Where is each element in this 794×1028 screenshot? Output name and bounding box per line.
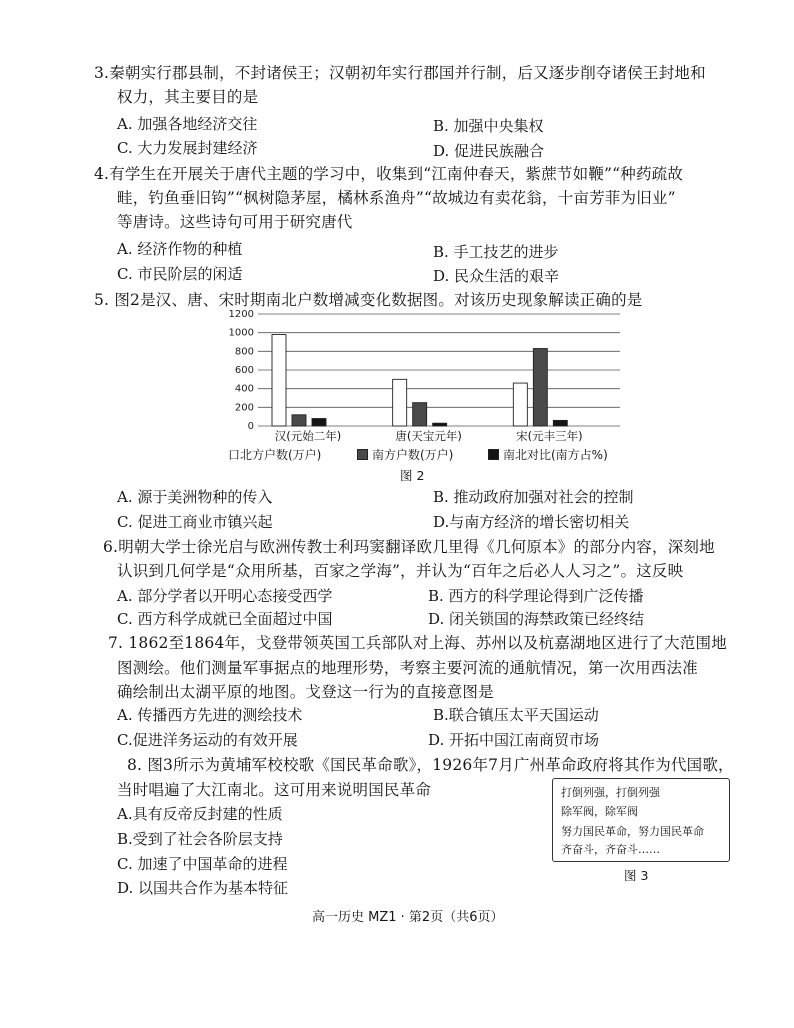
q3-stem-line2: 权力，其主要目的是 [117,88,259,106]
legend-label: 南方户数(万户) [372,448,454,462]
y-tick-label: 0 [247,421,254,432]
q6-option-b: B. 西方的科学理论得到广泛传播 [428,587,644,605]
q6-stem-line1: 6.明朝大学士徐光启与欧洲传教士利玛窦翻译欧几里得《几何原本》的部分内容，深刻地 [103,538,715,556]
q7-option-b: B.联合镇压太平天国运动 [433,706,599,724]
q3-stem-line1: 3.秦朝实行郡县制，不封诸侯王；汉朝初年实行郡国并行制，后又逐步削夺诸侯王封地和 [94,64,706,82]
figure-3-song-lyrics [552,778,730,862]
legend-label: 口北方户数(万户) [228,448,322,462]
x-category-label: 汉(元始二年) [274,429,342,443]
q8-option-b: B.受到了社会各阶层支持 [117,830,283,848]
song-line-1: 打倒列强，打倒列强 [561,786,660,799]
figure-2-chart [228,306,628,466]
song-line-3: 努力国民革命，努力国民革命 [561,825,704,838]
y-tick-label: 600 [234,365,254,376]
q3-option-c: C. 大力发展封建经济 [117,139,258,157]
y-tick-label: 1200 [228,309,254,320]
bar-1-0 [292,415,306,426]
q4-option-a: A. 经济作物的种植 [117,240,243,258]
chart-svg [228,306,628,446]
bar-2-0 [312,419,326,426]
legend-item [357,446,453,463]
y-tick-label: 800 [234,346,254,358]
q7-stem-line2: 图测绘。他们测量军事据点的地理形势，考察主要河流的通航情况，第一次用西法准 [117,659,698,677]
bar-0-2 [513,383,527,426]
q8-option-a: A.具有反帝反封建的性质 [117,805,283,823]
q3-option-d: D. 促进民族融合 [433,142,545,160]
bar-0-1 [393,379,407,426]
y-tick-label: 400 [234,383,254,395]
q4-option-d: D. 民众生活的艰辛 [433,267,560,285]
q6-option-a: A. 部分学者以开明心态接受西学 [117,587,333,605]
q7-option-c: C.促进洋务运动的有效开展 [117,731,298,749]
q6-option-d: D. 闭关锁国的海禁政策已经终结 [428,610,645,628]
bar-0-0 [272,335,286,426]
q8-stem-line1: 8. 图3所示为黄埔军校校歌《国民革命歌》，1926年7月广州革命政府将其作为代国歌， [127,756,734,774]
q7-option-a: A. 传播西方先进的测绘技术 [117,706,303,724]
q6-option-c: C. 西方科学成就已全面超过中国 [117,610,333,628]
page-footer: 高一历史 MZ1 · 第2页（共6页） [312,910,504,925]
q7-stem-line1: 7. 1862至1864年，戈登带领英国工兵部队对上海、苏州以及杭嘉湖地区进行了大范围地 [108,634,727,652]
bar-2-2 [553,420,567,426]
q8-stem-line2: 当时唱遍了大江南北。这可用来说明国民革命 [117,781,432,799]
q7-stem-line3: 确绘制出太湖平原的地图。戈登这一行为的直接意图是 [117,683,494,701]
q5-option-d: D.与南方经济的增长密切相关 [433,513,630,531]
legend-swatch [357,449,368,460]
q4-stem-line3: 等唐诗。这些诗句可用于研究唐代 [117,213,353,231]
figure-3-caption: 图 3 [624,868,649,883]
q3-option-b: B. 加强中央集权 [433,117,544,135]
q8-option-d: D. 以国共合作为基本特征 [117,879,289,897]
y-tick-label: 200 [234,402,254,414]
q5-stem: 5. 图2是汉、唐、宋时期南北户数增减变化数据图。对该历史现象解读正确的是 [94,291,643,309]
x-category-label: 唐(天宝元年) [395,429,462,443]
q8-option-c: C. 加速了中国革命的进程 [117,855,288,873]
legend-label: 南北对比(南方占%) [503,448,608,462]
legend-swatch [488,449,499,460]
bar-1-1 [413,403,427,426]
q5-option-a: A. 源于美洲物种的传入 [117,488,273,506]
q4-stem-line2: 畦，钓鱼垂旧钩”“枫树隐茅屋，橘林系渔舟”“故城边有卖花翁，十亩芳菲为旧业” [117,189,676,207]
q5-option-b: B. 推动政府加强对社会的控制 [433,488,634,506]
x-category-label: 宋(元丰三年) [516,429,583,443]
song-line-2: 除军阀，除军阀 [561,805,638,818]
legend-item [488,446,608,463]
figure-2-caption: 图 2 [400,468,425,483]
q5-option-c: C. 促进工商业市镇兴起 [117,513,273,531]
bar-2-1 [433,423,447,426]
q4-option-b: B. 手工技艺的进步 [433,243,559,261]
song-line-4: 齐奋斗，齐奋斗…… [561,843,660,856]
bar-1-2 [533,349,547,426]
q3-option-a: A. 加强各地经济交往 [117,115,258,133]
q6-stem-line2: 认识到几何学是“众用所基，百家之学海”，并认为“百年之后必人人习之”。这反映 [117,562,684,580]
legend-item [228,446,321,463]
y-tick-label: 1000 [228,327,254,339]
q4-stem-line1: 4.有学生在开展关于唐代主题的学习中，收集到“江南仲春天，紫蔗节如鞭”“种药疏故 [94,165,684,183]
q7-option-d: D. 开拓中国江南商贸市场 [428,731,600,749]
q4-option-c: C. 市民阶层的闲适 [117,265,243,283]
